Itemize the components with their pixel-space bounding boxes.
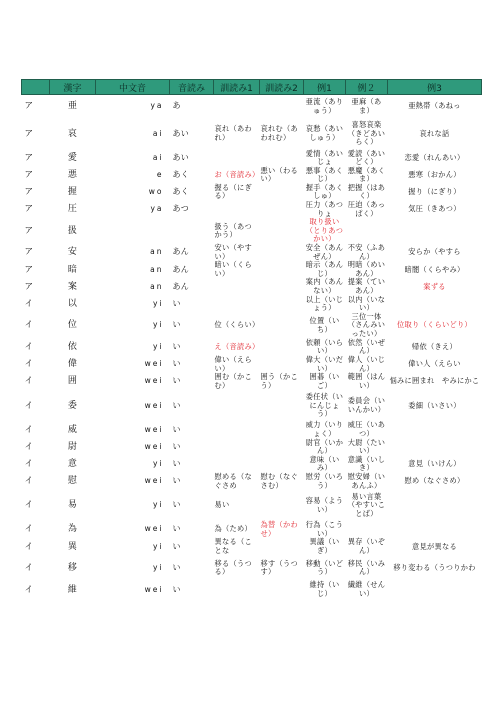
example-2-cell: 大尉（たいい） [347, 437, 386, 456]
kana-cell: イ [24, 376, 34, 387]
kunyomi-1-cell [214, 201, 260, 218]
kana-cell: ア [24, 152, 34, 163]
kanji-cell: 以 [67, 298, 78, 309]
kunyomi-1-cell [214, 421, 260, 438]
example-2-cell: 把握（はあく） [347, 182, 386, 201]
kana-cell: ア [24, 225, 34, 236]
header-example-1: 例1 [304, 80, 346, 95]
kunyomi-1-cell: 偉い（えらい） [214, 354, 252, 373]
kunyomi-2-cell: 移す（うつす） [260, 558, 298, 577]
example-2-cell: 亜麻（あま） [351, 97, 382, 115]
onyomi-cell: い [172, 320, 181, 330]
onyomi-cell: あく [172, 169, 190, 179]
kanji-cell: 為 [67, 524, 78, 535]
example-1-cell: 愛情（あいじょ [305, 148, 344, 167]
kunyomi-1-cell [214, 95, 260, 119]
kana-cell: ア [24, 247, 34, 258]
example-3-cell: 安らか（やすら [408, 247, 461, 257]
kana-cell: イ [24, 459, 34, 470]
kunyomi-1-cell [214, 278, 260, 295]
example-1-cell: 案内（あんない） [305, 277, 344, 295]
kanji-cell: 位 [67, 320, 78, 331]
example-3-cell: 悩みに囲まれ やみにかこ [389, 376, 480, 386]
example-1-cell: 依頼（いらい） [305, 337, 344, 356]
table-row [22, 339, 482, 356]
example-1-cell: 維持（いじ） [309, 580, 340, 599]
kanji-cell: 移 [67, 563, 78, 574]
onyomi-cell: い [172, 400, 181, 410]
example-1-cell: 移動（いどう） [305, 558, 344, 577]
example-3-cell: 案ずる [423, 281, 446, 291]
kunyomi-1-cell: 哀れ（あわれ） [214, 124, 252, 142]
kunyomi-1-cell: 囲む（かこむ） [214, 372, 252, 390]
table-row [22, 150, 482, 167]
example-2-cell: 依然（いぜん） [347, 337, 386, 356]
example-3-cell: 哀れな話 [419, 128, 450, 138]
kunyomi-1-cell: え（音読み） [214, 342, 260, 352]
header-example-3: 例3 [388, 80, 482, 95]
onyomi-cell: あい [172, 128, 190, 138]
pinyin-cell: wei [144, 441, 164, 451]
onyomi-cell: あく [172, 187, 190, 197]
example-2-cell: 威圧（いあつ） [347, 420, 386, 438]
header-onyomi: 音読み [170, 80, 214, 95]
kunyomi-1-cell [214, 150, 260, 167]
example-3-cell: 意見が異なる [412, 541, 457, 551]
pinyin-cell: ya [150, 101, 164, 111]
onyomi-cell: あ [172, 101, 181, 111]
header-kana [22, 80, 50, 95]
kana-cell: ア [24, 264, 34, 275]
kana-cell: イ [24, 342, 34, 353]
kana-cell: ア [24, 204, 34, 215]
example-2-cell: 移民（いみん） [347, 558, 386, 577]
pinyin-cell: yi [152, 563, 164, 573]
kunyomi-2-cell [260, 421, 304, 438]
kunyomi-2-cell [260, 244, 304, 261]
example-1-cell: 慰労（いろう） [305, 471, 344, 490]
kanji-cell: 偉 [67, 359, 78, 370]
example-1-cell: 哀愁（あいしゅう） [305, 124, 344, 142]
example-2-cell: 範囲（はんい） [347, 372, 386, 390]
pinyin-cell: an [150, 247, 164, 257]
example-3-cell: 暗闇（くらやみ） [404, 264, 465, 274]
kanji-cell: 委 [67, 400, 78, 411]
example-1-cell: 異議（いぎ） [309, 537, 340, 555]
kana-cell: イ [24, 400, 34, 411]
kana-cell: イ [24, 524, 34, 535]
kanji-cell: 異 [67, 541, 78, 552]
table-row [22, 390, 482, 421]
example-2-cell: 慰安婦（いあんふ） [347, 471, 386, 490]
pinyin-cell: ai [152, 128, 164, 138]
kunyomi-2-cell [260, 356, 304, 373]
kana-cell: イ [24, 584, 34, 595]
table-row [22, 521, 482, 538]
example-2-cell: 偉人（いじん） [347, 354, 386, 373]
table-row [22, 95, 482, 119]
kanji-cell: 意 [67, 459, 78, 470]
onyomi-cell: い [172, 342, 181, 352]
onyomi-cell: い [172, 500, 181, 510]
kanji-cell: 威 [67, 424, 78, 435]
example-3-cell [388, 521, 482, 538]
kana-cell: イ [24, 359, 34, 370]
table-row [22, 313, 482, 339]
example-3-cell [388, 296, 482, 313]
table-row [22, 373, 482, 390]
example-2-cell: 異存（いぞん） [347, 537, 386, 555]
kunyomi-1-cell: 扱う（あつかう） [214, 221, 252, 240]
pinyin-cell: ya [150, 204, 164, 214]
kana-cell: イ [24, 298, 34, 309]
pinyin-cell: wei [144, 584, 164, 594]
kunyomi-2-cell: 哀れむ（あわれむ） [260, 124, 298, 142]
kana-cell: ア [24, 169, 34, 180]
example-3-cell: 偉い人（えらい [408, 359, 461, 369]
onyomi-cell: あん [172, 264, 190, 274]
header-pinyin: 中文音 [96, 80, 170, 95]
kana-cell: ア [24, 101, 34, 112]
table-row [22, 490, 482, 521]
kunyomi-2-cell: 慰む（なぐさむ） [260, 471, 298, 490]
onyomi-cell: い [172, 524, 181, 534]
table-row [22, 296, 482, 313]
table-row [22, 473, 482, 490]
example-3-cell: 意見（いけん） [408, 459, 461, 469]
example-2-cell: 不安（ふあん） [347, 243, 386, 261]
kunyomi-2-cell [260, 218, 304, 244]
example-3-cell [388, 421, 482, 438]
kunyomi-2-cell [260, 490, 304, 521]
pinyin-cell: yi [152, 320, 164, 330]
kunyomi-1-cell: 異なる（ことな [214, 537, 252, 555]
kana-cell: ア [24, 281, 34, 292]
pinyin-cell: wei [144, 476, 164, 486]
kana-cell: イ [24, 541, 34, 552]
kunyomi-1-cell: 握る（にぎる） [214, 182, 252, 201]
example-1-cell: 暗示（あんじ） [305, 260, 344, 278]
kanji-cell: 愛 [67, 152, 78, 163]
kunyomi-2-cell [260, 538, 304, 555]
pinyin-cell: wei [144, 524, 164, 534]
example-1-cell: 圧力（あつりょ [305, 200, 344, 218]
kunyomi-2-cell: 悪い（わるい） [260, 165, 298, 184]
table-row [22, 278, 482, 295]
onyomi-cell: い [172, 459, 181, 469]
kunyomi-1-cell [214, 439, 260, 456]
kana-cell: イ [24, 441, 34, 452]
example-3-cell [388, 490, 482, 521]
pinyin-cell: yi [152, 500, 164, 510]
example-2-cell: 喜怒哀楽（きどあいらく） [347, 120, 386, 147]
kanji-cell: 悪 [67, 169, 78, 180]
kunyomi-2-cell [260, 313, 304, 339]
kana-cell: ア [24, 128, 34, 139]
kanji-cell: 安 [67, 247, 78, 258]
onyomi-cell: あん [172, 247, 190, 257]
table-row [22, 119, 482, 150]
pinyin-cell: yi [152, 459, 164, 469]
example-3-cell: 慰め（なぐさめ） [404, 476, 465, 486]
table-row [22, 555, 482, 581]
kanji-cell: 易 [67, 500, 78, 511]
kunyomi-2-cell [260, 296, 304, 313]
onyomi-cell: い [172, 584, 181, 594]
kunyomi-2-cell [260, 184, 304, 201]
kunyomi-1-cell: 移る（うつる） [214, 558, 252, 577]
example-1-cell: 悪事（あくじ） [305, 165, 344, 184]
onyomi-cell: い [172, 298, 181, 308]
kana-cell: イ [24, 424, 34, 435]
onyomi-cell: い [172, 541, 181, 551]
table-row [22, 167, 482, 184]
example-2-cell: 意識（いしき） [347, 454, 386, 473]
example-3-cell: 気圧（きあつ） [408, 204, 461, 214]
table-row [22, 261, 482, 278]
kana-cell: イ [24, 563, 34, 574]
kanji-cell: 慰 [67, 476, 78, 487]
example-2-cell: 悪魔（あくま） [347, 165, 386, 184]
kunyomi-1-cell: 慰める（なぐさめ [214, 471, 252, 490]
example-1-cell: 亜流（ありゅう） [305, 97, 344, 115]
kunyomi-1-cell [214, 390, 260, 421]
example-1-cell: 安全（あんぜん） [305, 243, 344, 261]
example-1-cell: 容易（ようい） [305, 496, 344, 514]
example-1-cell: 行為（こうい） [305, 520, 344, 538]
example-3-cell: 位取り（くらいどり） [397, 320, 472, 330]
example-3-cell: 恋愛（れんあい） [404, 152, 465, 162]
kunyomi-2-cell [260, 439, 304, 456]
example-1-cell: 意味（いみ） [309, 454, 340, 473]
kunyomi-1-cell [214, 581, 260, 598]
example-2-cell: 易い言葉（やすいことば） [347, 491, 386, 518]
pinyin-cell: wei [144, 359, 164, 369]
example-2-cell: 以内（いない） [347, 294, 386, 313]
table-row [22, 244, 482, 261]
kunyomi-1-cell: 安い（やすい） [214, 243, 252, 261]
example-3-cell [388, 218, 482, 244]
header-kanji: 漢字 [50, 80, 96, 95]
kanji-cell: 維 [67, 584, 78, 595]
example-1-cell: 以上（いじょう） [305, 294, 344, 313]
header-kunyomi-1: 訓読み1 [214, 80, 260, 95]
example-2-cell: 明暗（めいあん） [347, 260, 386, 278]
example-2-cell: 三位一体（さんみいったい） [347, 311, 386, 339]
kunyomi-1-cell [214, 456, 260, 473]
onyomi-cell: い [172, 476, 181, 486]
example-1-cell: 偉大（いだい） [305, 354, 344, 373]
kanji-cell: 案 [67, 281, 78, 292]
table-body [22, 95, 482, 599]
example-1-cell: 威力（いりょく） [305, 420, 344, 438]
example-2-cell: 愛読（あいどく） [347, 148, 386, 167]
pinyin-cell: wo [148, 187, 164, 197]
pinyin-cell: yi [152, 342, 164, 352]
pinyin-cell: an [150, 264, 164, 274]
example-3-cell: 帰依（きえ） [412, 342, 457, 352]
pinyin-cell: wei [144, 424, 164, 434]
kunyomi-2-cell [260, 581, 304, 598]
kanji-cell: 尉 [67, 441, 78, 452]
onyomi-cell: い [172, 424, 181, 434]
example-1-cell: 尉官（いかん） [305, 437, 344, 456]
kunyomi-1-cell: 暗い（くらい） [214, 260, 252, 278]
pinyin-cell: e [156, 169, 164, 179]
table-row [22, 439, 482, 456]
kunyomi-2-cell [260, 150, 304, 167]
pinyin-cell: an [150, 281, 164, 291]
table-row [22, 218, 482, 244]
pinyin-cell: yi [152, 541, 164, 551]
example-1-cell: 委任状（いにんじょう） [305, 391, 344, 419]
example-3-cell: 悪寒（おかん） [408, 169, 461, 179]
example-2-cell: 委員会（いいんかい） [347, 396, 386, 414]
example-3-cell: 委細（いさい） [408, 400, 461, 410]
kunyomi-1-cell: 為（ため） [214, 524, 252, 534]
pinyin-cell: wei [144, 400, 164, 410]
kunyomi-2-cell [260, 278, 304, 295]
pinyin-cell [96, 218, 170, 244]
kanji-table [21, 79, 482, 599]
header-kunyomi-2: 訓読み2 [260, 80, 304, 95]
kanji-cell: 握 [67, 187, 78, 198]
onyomi-cell: あい [172, 152, 190, 162]
kana-cell: ア [24, 187, 34, 198]
onyomi-cell: あん [172, 281, 190, 291]
kanji-cell: 暗 [67, 264, 78, 275]
kunyomi-1-cell: お（音読み） [214, 169, 260, 179]
kanji-cell: 囲 [67, 376, 78, 387]
kunyomi-1-cell: 位（くらい） [214, 320, 260, 330]
header-row [22, 80, 482, 95]
table-row [22, 581, 482, 598]
kanji-cell: 圧 [67, 204, 78, 215]
example-1-cell: 位置（いち） [309, 316, 340, 334]
kunyomi-2-cell [260, 390, 304, 421]
kana-cell: イ [24, 320, 34, 331]
kana-cell: イ [24, 500, 34, 511]
kana-cell: イ [24, 476, 34, 487]
example-1-cell: 囲碁（いご） [309, 372, 340, 390]
kanji-cell: 哀 [67, 128, 78, 139]
example-1-cell: 握手（あくしゅ） [305, 182, 344, 201]
kanji-cell: 依 [67, 342, 78, 353]
kunyomi-2-cell: 囲う（かこう） [260, 372, 298, 390]
example-1-cell: 取り扱い（とりあつかい） [305, 217, 344, 244]
example-3-cell [388, 439, 482, 456]
kanji-cell: 亜 [67, 101, 78, 112]
table-row [22, 184, 482, 201]
example-2-cell [346, 521, 388, 538]
kunyomi-2-cell [260, 456, 304, 473]
example-2-cell: 圧迫（あっぱく） [347, 200, 386, 218]
kunyomi-1-cell: 易い [214, 500, 230, 510]
pinyin-cell: ai [152, 152, 164, 162]
example-3-cell: 握り（にぎり） [408, 187, 461, 197]
example-3-cell: 亜熱帯（あねっ [408, 101, 461, 111]
kunyomi-2-cell [260, 261, 304, 278]
pinyin-cell: wei [144, 376, 164, 386]
example-3-cell: 移り変わる（うつりかわ [393, 563, 476, 573]
table-row [22, 201, 482, 218]
table-row [22, 421, 482, 438]
onyomi-cell: あつ [172, 204, 190, 214]
table-row [22, 356, 482, 373]
kunyomi-2-cell [260, 339, 304, 356]
pinyin-cell: yi [152, 298, 164, 308]
example-2-cell [346, 218, 388, 244]
onyomi-cell: い [172, 376, 181, 386]
kunyomi-2-cell: 為替（かわせ） [260, 520, 298, 538]
example-2-cell: 繊維（せんい） [347, 580, 386, 599]
header-example-2: 例２ [346, 80, 388, 95]
kunyomi-2-cell [260, 95, 304, 119]
onyomi-cell: い [172, 359, 181, 369]
kunyomi-2-cell [260, 201, 304, 218]
onyomi-cell [170, 218, 214, 244]
kanji-cell: 扱 [67, 225, 78, 236]
example-2-cell: 提案（ていあん） [347, 277, 386, 295]
table-row [22, 538, 482, 555]
onyomi-cell: い [172, 441, 181, 451]
onyomi-cell: い [172, 563, 181, 573]
example-3-cell [388, 581, 482, 598]
kunyomi-1-cell [214, 296, 260, 313]
table-row [22, 456, 482, 473]
